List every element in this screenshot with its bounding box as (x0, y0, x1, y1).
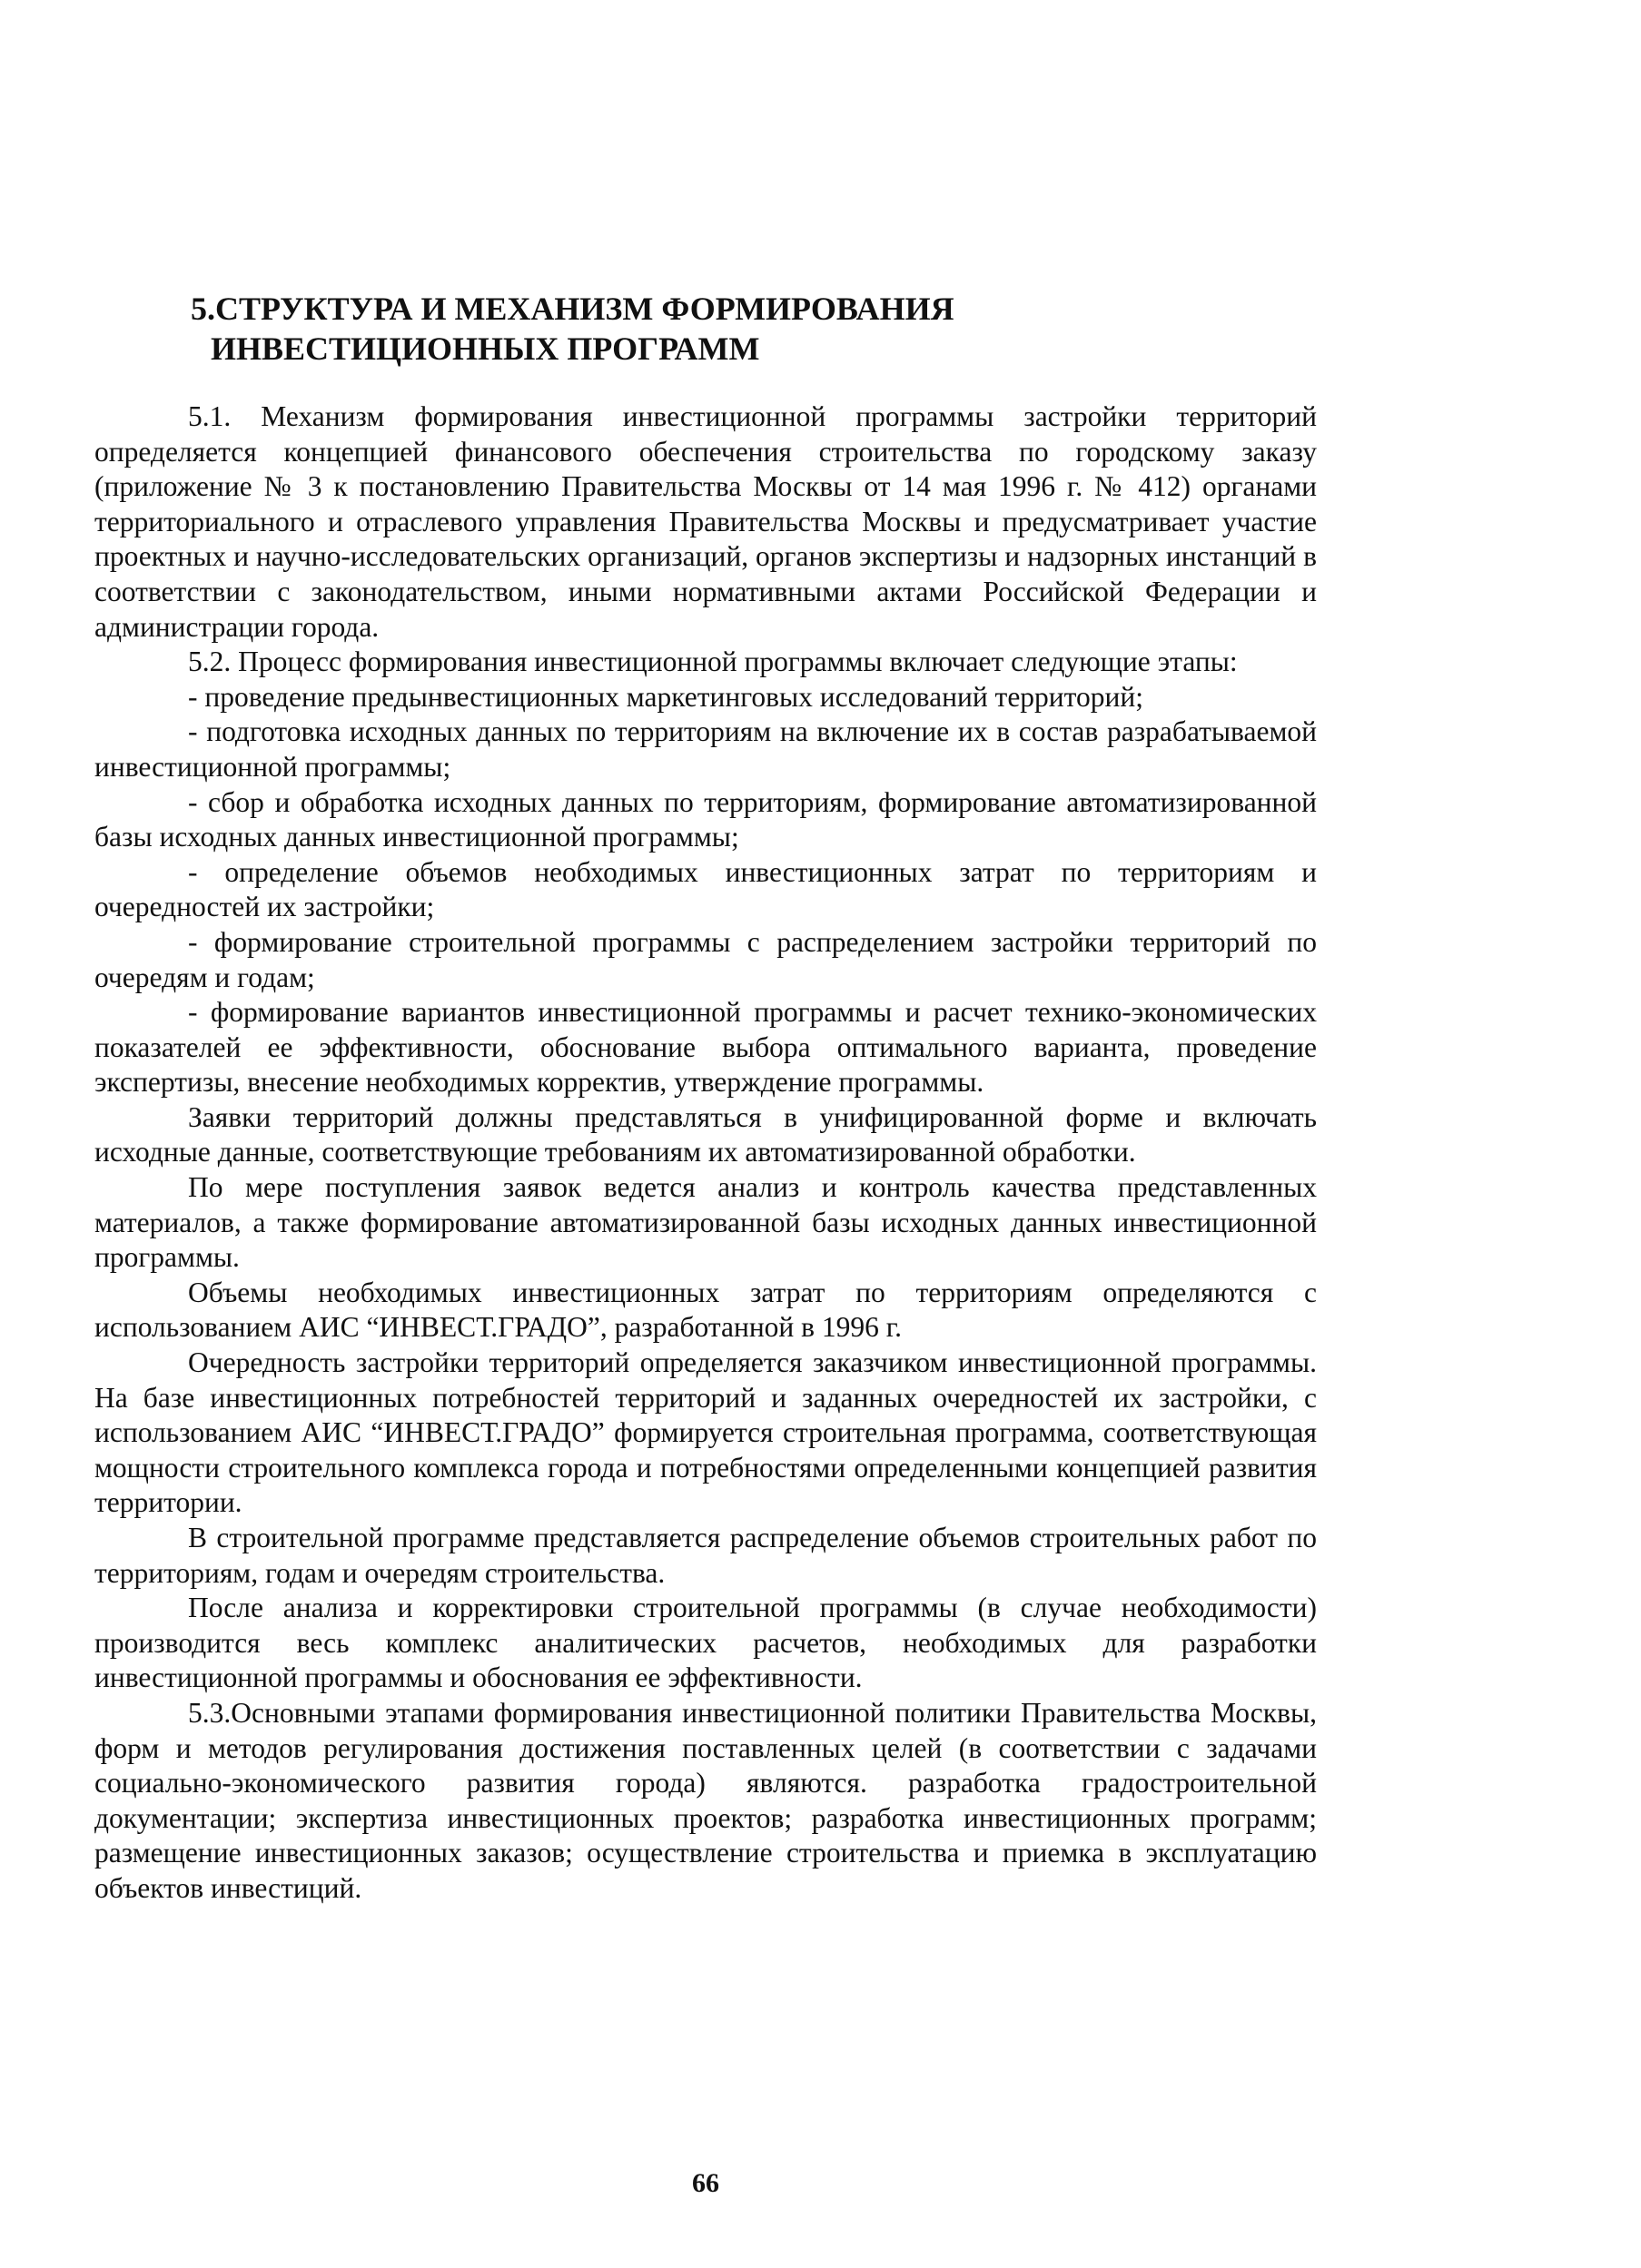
paragraph: После анализа и корректировки строительной программы (в случае необходимости) производится весь комплекс аналитических расчетов, необходимых для разработки инвестиционной программы и обоснования ее эффективности. (94, 1592, 1317, 1694)
body-text (94, 399, 1317, 1907)
paragraph: Объемы необходимых инвестиционных затрат по территориям определяются с использованием АИС “ИНВЕСТ.ГРАДО”, разработанной в 1996 г. (94, 1276, 1317, 1344)
heading-line-1: 5.СТРУКТУРА И МЕХАНИЗМ ФОРМИРОВАНИЯ (191, 291, 954, 327)
paragraph-5-2: 5.2. Процесс формирования инвестиционной программы включает следующие этапы: (188, 646, 1238, 678)
list-item: - подготовка исходных данных по территориям на включение их в состав разрабатываемой инвестиционной программы; (94, 715, 1317, 783)
paragraph: Очередность застройки территорий определяется заказчиком инвестиционной программы. На базе инвестиционных потребностей территорий и заданных очередностей их застройки, с использованием АИС “ИНВЕСТ.ГРАДО” формируется строительная программа, соответствующая мощности строительного комплекса города и потребностями определенными концепцией развития территории. (94, 1346, 1317, 1519)
list-item: - формирование вариантов инвестиционной программы и расчет технико-экономических показателей ее эффективности, обоснование выбора оптимального варианта, проведение экспертизы, внесение необходимых корректив, утверждение программы. (94, 996, 1317, 1099)
paragraph: По мере поступления заявок ведется анализ и контроль качества представленных материалов, а также формирование автоматизированной базы исходных данных инвестиционной программы. (94, 1171, 1317, 1274)
section-heading (191, 289, 954, 369)
list-item: - формирование строительной программы с распределением застройки территорий по очередям и годам; (94, 925, 1317, 993)
list-item: - сбор и обработка исходных данных по территориям, формирование автоматизированной базы исходных данных инвестиционной программы; (94, 785, 1317, 853)
list-item: - определение объемов необходимых инвестиционных затрат по территориям и очередностей их застройки; (94, 855, 1317, 923)
paragraph-5-1: 5.1. Механизм формирования инвестиционной программы застройки территорий определяется концепцией финансового обеспечения строительства по городскому заказу (приложение № 3 к постановлению Правительства Москвы от 14 мая 1996 г. № 412) органами территориального и отраслевого управления Правительства Москвы и предусматривает участие проектных и научно-исследовательских организаций, органов экспертизы и надзорных инстанций в соответствии с законодательством, иными нормативными актами Российской Федерации и администрации города. (94, 400, 1317, 643)
paragraph: Заявки территорий должны представляться в унифицированной форме и включать исходные данные, соответствующие требованиям их автоматизированной обработки. (94, 1100, 1317, 1169)
heading-line-2: ИНВЕСТИЦИОННЫХ ПРОГРАММ (211, 330, 760, 367)
paragraph: В строительной программе представляется распределение объемов строительных работ по территориям, годам и очередям строительства. (94, 1522, 1317, 1589)
page-number: 66 (692, 2168, 719, 2198)
paragraph-5-3: 5.3.Основными этапами формирования инвестиционной политики Правительства Москвы, форм и методов регулирования достижения поставленных целей (в соответствии с задачами социально-экономического развития города) являются. разработка градостроительной документации; экспертиза инвестиционных проектов; разработка инвестиционных программ; размещение инвестиционных заказов; осуществление строительства и приемка в эксплуатацию объектов инвестиций. (94, 1696, 1317, 1904)
list-item: - проведение предынвестиционных маркетинговых исследований территорий; (188, 680, 1143, 713)
